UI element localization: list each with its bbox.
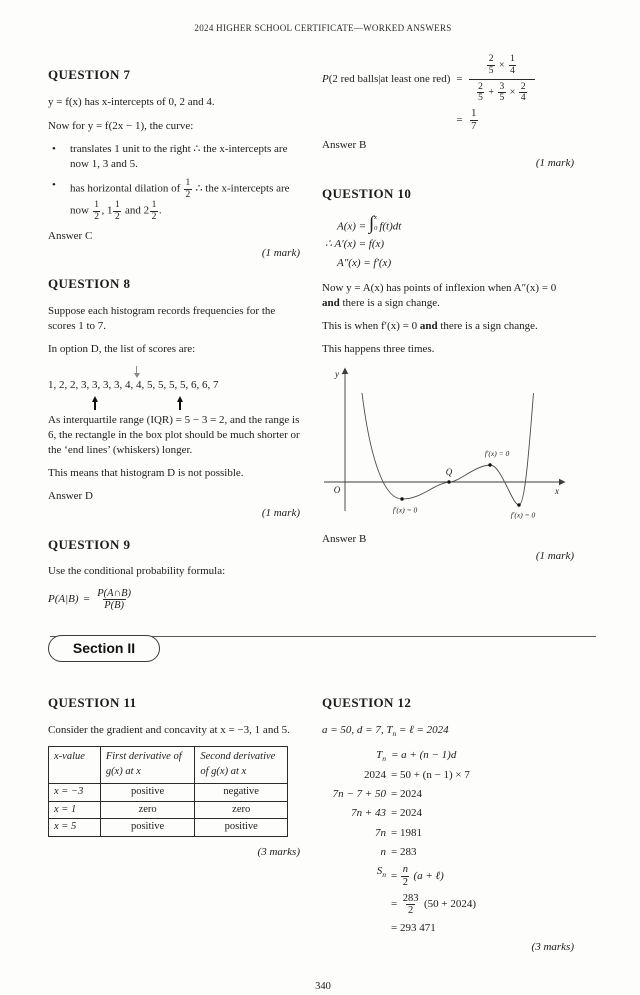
sum-formula-tail: (a + ℓ) [413, 869, 444, 882]
left-column [48, 52, 300, 620]
graph-svg [322, 365, 567, 519]
q8-para-3: As interquartile range (IQR) = 5 − 3 = 2, and the range is 6, the rectangle in the box plot should be much shorter or the ‘end lines’ (whiskers) longer. [48, 413, 300, 456]
page-number: 340 [315, 981, 331, 993]
fraction: $\frac{2}{4}$ [520, 81, 526, 104]
cell-first-derivative: positive [100, 819, 195, 836]
sum-lhs: $S_n$ [376, 865, 386, 880]
step-rhs: = 283 [391, 845, 417, 858]
q7-intro-2: Now for y = f(2x − 1), the curve: [48, 119, 194, 132]
col-header-first-derivative: First derivative of g(x) at x [100, 747, 195, 784]
q8-para-4: This means that histogram D is not possible. [48, 467, 244, 480]
cell-second-derivative: negative [195, 784, 288, 801]
step-rhs: = a + (n − 1)d [391, 749, 457, 762]
sum-sub-rhs [391, 893, 476, 918]
integral-upper-limit: x [374, 213, 377, 221]
cell-xvalue: x = −3 [49, 784, 101, 801]
q7-answer: Answer C [48, 229, 93, 242]
sum-rhs [391, 864, 476, 889]
q7-b2-text-3: , 1 [101, 204, 113, 217]
stationary-point-dot [517, 504, 520, 507]
median-down-arrow-icon [134, 366, 140, 378]
q7-bullet-2 [48, 178, 300, 223]
q12-marks: (3 marks) [531, 941, 574, 954]
equals-sign: = [391, 869, 398, 882]
q10-p2-text-2: there is a sign change. [437, 320, 538, 333]
question-12-title: QUESTION 12 [322, 695, 412, 711]
q9-para-1: Use the conditional probability formula: [48, 565, 226, 578]
q10-equations [322, 214, 574, 271]
times-sign: × [509, 86, 516, 98]
equals-sign: = [83, 593, 90, 606]
q-point-label: Q [445, 467, 453, 478]
times-sign: × [499, 59, 505, 71]
q7-marks: (1 mark) [261, 246, 300, 259]
fraction-283-over-2: $\frac{283}{2}$ [402, 892, 419, 917]
section-label: Section II [72, 639, 136, 656]
q3-up-arrow-icon [177, 396, 183, 410]
top-columns [48, 52, 598, 620]
big-fraction-numerator [479, 52, 524, 78]
integral-lower-limit: 0 [374, 224, 378, 232]
equals-sign: = [456, 72, 463, 85]
p-symbol: P [322, 72, 329, 85]
result-fraction: $\frac{1}{7}$ [471, 107, 477, 132]
q7-b2-text-4: and 2 [122, 204, 150, 217]
q12-given [322, 723, 574, 740]
step-lhs: 7n [375, 826, 386, 839]
scores-list [48, 378, 219, 393]
conditional-probability-formula [48, 588, 300, 613]
q10-eq-2: ∴ A′(x) = f(x) [325, 238, 385, 251]
q9-continued-working [322, 52, 574, 132]
x-axis-label: x [555, 486, 559, 497]
cell-xvalue: x = 1 [49, 801, 101, 818]
step-rhs: = 50 + (n − 1) × 7 [391, 769, 470, 782]
bottom-columns [48, 680, 598, 968]
q9-answer: Answer B [322, 139, 367, 152]
q9-marks: (1 mark) [535, 156, 574, 169]
q7-intro-1: y = f(x) has x-intercepts of 0, 2 and 4. [48, 96, 215, 109]
equals-sign: = [456, 113, 463, 126]
q7-b2-text-1: has horizontal dilation of [70, 182, 184, 195]
empty-lhs [322, 921, 386, 936]
q1-up-arrow-icon [92, 396, 98, 410]
bold-and: and [419, 320, 438, 333]
equals-sign: = [391, 898, 398, 911]
cell-second-derivative: positive [195, 819, 288, 836]
q8-marks: (1 mark) [261, 507, 300, 520]
q10-para-3: This happens three times. [322, 343, 435, 356]
integral-icon: ∫ x 0 [368, 213, 378, 235]
fraction: $\frac{2}{5}$ [478, 81, 483, 104]
question-11-title: QUESTION 11 [48, 695, 137, 711]
q-point-dot [447, 481, 450, 484]
q10-eq-1 [322, 214, 574, 235]
q10-p2-text: This is when f′(x) = 0 [322, 320, 420, 333]
fraction: $\frac{3}{5}$ [499, 81, 505, 104]
derivative-table [48, 746, 288, 836]
q8-para-1: Suppose each histogram records frequencies for the scores 1 to 7. [48, 304, 276, 332]
subscript-n: n [382, 870, 386, 880]
q10-para-2 [322, 319, 574, 334]
given-text: a = 50, d = 7, T [322, 724, 393, 737]
fraction-one-half: $\frac{1}{2}$ [94, 200, 99, 222]
cell-second-derivative: zero [195, 801, 288, 818]
table-row [49, 819, 288, 836]
q10-eq-3: A″(x) = f′(x) [337, 256, 392, 269]
big-fraction [469, 52, 536, 106]
scores-text: 1, 2, 2, 3, 3, 3, 3, 4, 4, 5, 5, 5, 5, 6, 6, 7 [48, 379, 219, 392]
q7-bullet-list [48, 142, 300, 223]
sum-sub-tail: (50 + 2024) [423, 898, 476, 911]
q11-marks: (3 marks) [257, 845, 300, 858]
step-rhs: = 1981 [391, 826, 422, 839]
left-column-bottom [48, 680, 300, 968]
table-row [49, 801, 288, 818]
step-rhs: = 2024 [391, 807, 422, 820]
q8-para-2: In option D, the list of scores are: [48, 343, 196, 356]
step-lhs: 2024 [364, 769, 386, 782]
q12-working [322, 748, 574, 937]
bold-and: and [322, 296, 340, 309]
probability-event-text: (2 red balls|at least one red) [328, 72, 451, 85]
fraction-n-over-2: $\frac{n}{2}$ [402, 864, 408, 888]
cell-first-derivative: positive [100, 784, 195, 801]
q10-para-1 [322, 281, 574, 311]
empty-lhs [322, 893, 386, 918]
f-prime-zero-label: f′(x) = 0 [484, 449, 510, 459]
right-column [322, 52, 574, 620]
fraction-one-half: $\frac{1}{2}$ [151, 200, 157, 222]
fraction: $\frac{2}{5}$ [488, 54, 494, 77]
fraction: $\frac{1}{4}$ [510, 54, 515, 77]
formula-fraction: $\frac{P(A\cap B)}{P(B)}$ [97, 587, 132, 612]
f-prime-zero-label: f′(x) = 0 [392, 505, 418, 515]
given-text-2: = ℓ = 2024 [396, 724, 449, 737]
q10-p1-text-2: there is a sign change. [339, 296, 440, 309]
plus-sign: + [488, 86, 494, 98]
y-axis-label: y [335, 369, 339, 380]
q10-p1-text: Now y = A(x) has points of inflexion when A″(x) = 0 [322, 281, 557, 294]
fraction-one-half: $\frac{1}{2}$ [114, 200, 120, 222]
fraction-one-half: $\frac{1}{2}$ [185, 178, 191, 200]
q10-marks: (1 mark) [535, 549, 574, 562]
q10-answer: Answer B [322, 532, 367, 545]
inflexion-graph [322, 365, 574, 524]
page-header: 2024 HIGHER SCHOOL CERTIFICATE—WORKED ANSWERS [194, 23, 452, 33]
col-header-xvalue: x-value [49, 747, 101, 784]
question-8-title: QUESTION 8 [48, 275, 131, 291]
q7-bullet-1: • translates 1 unit to the right ∴ the x-intercepts are now 1, 3 and 5. [48, 142, 300, 172]
x-axis-arrow-icon [559, 479, 566, 485]
cell-xvalue: x = 5 [49, 819, 101, 836]
eq1-rhs: f(t)dt [379, 220, 402, 233]
cell-first-derivative: zero [100, 801, 195, 818]
table-row [49, 784, 288, 801]
f-prime-zero-label: f′(x) = 0 [510, 510, 536, 520]
step-lhs: n [380, 845, 386, 858]
subscript-n: n [392, 729, 397, 739]
final-result: = 293 471 [391, 922, 436, 934]
subscript-n: n [382, 753, 386, 763]
origin-label: O [333, 485, 341, 496]
step-rhs: = 2024 [391, 788, 422, 801]
q11-para-1: Consider the gradient and concavity at x = −3, 1 and 5. [48, 724, 290, 737]
y-axis-arrow-icon [342, 368, 348, 375]
step-lhs: $T_n$ [376, 748, 386, 763]
q7-b2-text-5: . [158, 204, 162, 217]
section-pill [48, 635, 160, 662]
table-header-row [49, 747, 288, 784]
q7-b2-text-2: ∴ the x-intercepts are now [70, 182, 290, 217]
big-fraction-denominator [469, 79, 536, 106]
probability-label [322, 72, 450, 87]
right-column-bottom [322, 680, 574, 968]
step-lhs: 7n + 43 [351, 807, 386, 820]
eq1-lhs: A(x) = [337, 220, 369, 233]
stationary-point-dot [488, 464, 491, 467]
col-header-second-derivative: Second derivative of g(x) at x [195, 747, 288, 784]
q8-answer: Answer D [48, 490, 93, 503]
stationary-point-dot [400, 498, 403, 501]
question-10-title: QUESTION 10 [322, 185, 412, 201]
formula-lhs: P(A|B) [48, 593, 79, 606]
step-lhs: 7n − 7 + 50 [332, 788, 386, 801]
question-9-title: QUESTION 9 [48, 536, 131, 552]
question-7-title: QUESTION 7 [48, 67, 131, 83]
section-divider [48, 636, 596, 666]
